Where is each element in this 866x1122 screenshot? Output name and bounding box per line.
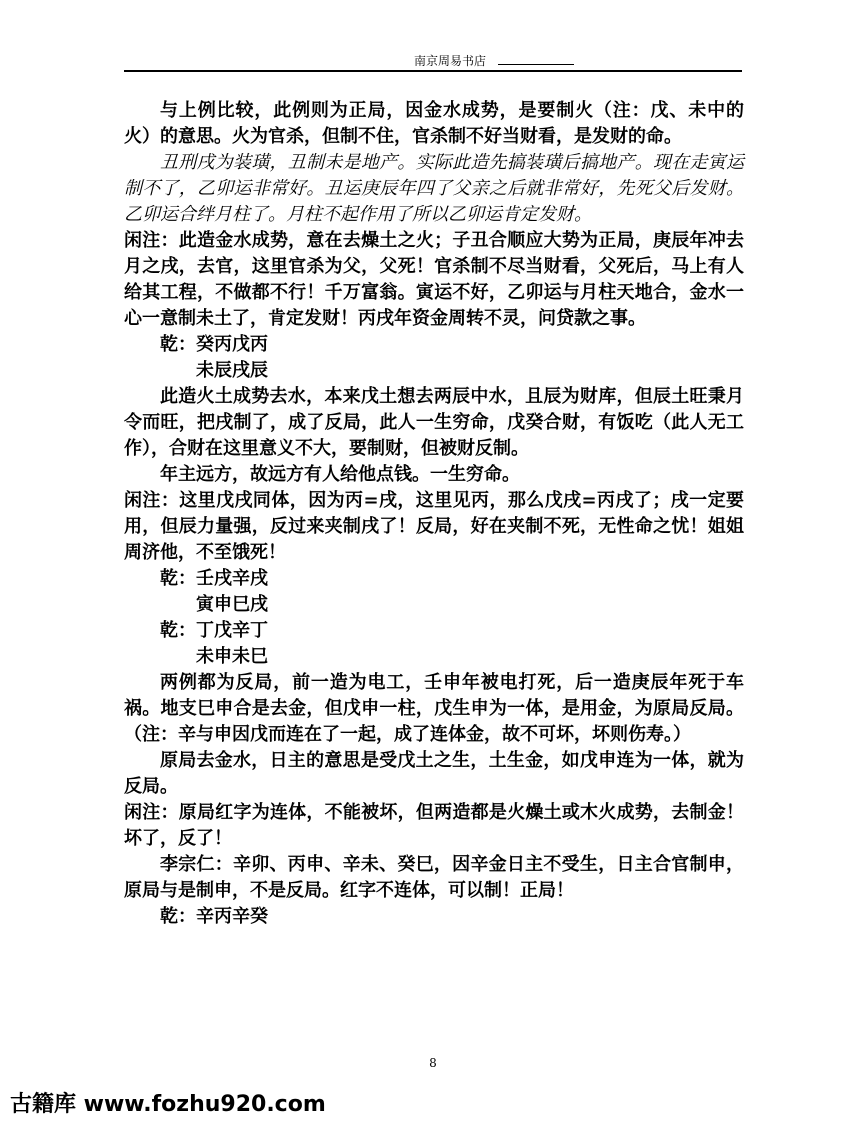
- annotation-paragraph: 闲注：这里戊戌同体，因为丙=戌，这里见丙，那么戊戌=丙戌了；戌一定要用，但辰力量强，反过来夹制戌了！反局，好在夹制不死，无性命之忧！姐姐周济他，不至饿死！: [124, 490, 744, 563]
- page-header: [124, 50, 742, 72]
- bazi-chart-branches: 未申未巳: [196, 646, 268, 667]
- page-number: 8: [429, 1056, 437, 1070]
- header-title: 南京周易书店: [414, 54, 487, 68]
- bazi-chart-stems: 乾：癸丙戊丙: [160, 334, 268, 355]
- paragraph: 李宗仁：辛卯、丙申、辛未、癸巳，因辛金日主不受生，日主合官制申，原局与是制申，不是反局。红字不连体，可以制！正局！: [124, 854, 744, 901]
- paragraph: 此造火土成势去水，本来戊土想去两辰中水，且辰为财库，但辰土旺秉月令而旺，把戌制了，成了反局，此人一生穷命，戊癸合财，有饭吃（此人无工作），合财在这里意义不大，要制财，但被财反制。: [124, 386, 744, 459]
- document-body: [124, 98, 744, 930]
- bazi-chart-stems: 乾：丁戊辛丁: [160, 620, 268, 641]
- paragraph: 丑刑戌为装璜，丑制未是地产。实际此造先搞装璜后搞地产。现在走寅运制不了，乙卯运非常好。丑运庚辰年四了父亲之后就非常好，先死父后发财。乙卯运合绊月柱了。月柱不起作用了所以乙卯运肯定发财。: [124, 152, 744, 225]
- annotation-paragraph: 闲注：此造金水成势，意在去燥土之火；子丑合顺应大势为正局，庚辰年冲去月之戌，去官，这里官杀为父，父死！官杀制不尽当财看，父死后，马上有人给其工程，不做都不行！千万富翁。寅运不好，乙卯运与月柱天地合，金水一心一意制未土了，肯定发财！丙戌年资金周转不灵，问贷款之事。: [124, 230, 744, 329]
- paragraph: 原局去金水，日主的意思是受戊土之生，土生金，如戊申连为一体，就为反局。: [124, 750, 744, 797]
- site-watermark: 古籍库 www.fozhu920.com: [10, 1092, 326, 1117]
- header-underline: [498, 64, 574, 65]
- paragraph: 年主远方，故远方有人给他点钱。一生穷命。: [160, 464, 520, 485]
- bazi-chart-branches: 寅申巳戌: [196, 594, 268, 615]
- bazi-chart-branches: 未辰戌辰: [196, 360, 268, 381]
- paragraph: 两例都为反局，前一造为电工，壬申年被电打死，后一造庚辰年死于车祸。地支巳申合是去金，但戊申一柱，戊生申为一体，是用金，为原局反局。（注：辛与申因戊而连在了一起，成了连体金，故不可坏，坏则伤寿。）: [124, 672, 744, 745]
- bazi-chart-stems: 乾：辛丙辛癸: [160, 906, 268, 927]
- annotation-paragraph: 闲注：原局红字为连体，不能被坏，但两造都是火燥土或木火成势，去制金！坏了，反了！: [124, 802, 744, 849]
- paragraph: 与上例比较，此例则为正局，因金水成势，是要制火（注：戊、未中的火）的意思。火为官杀，但制不住，官杀制不好当财看，是发财的命。: [124, 100, 744, 147]
- bazi-chart-stems: 乾：壬戌辛戌: [160, 568, 268, 589]
